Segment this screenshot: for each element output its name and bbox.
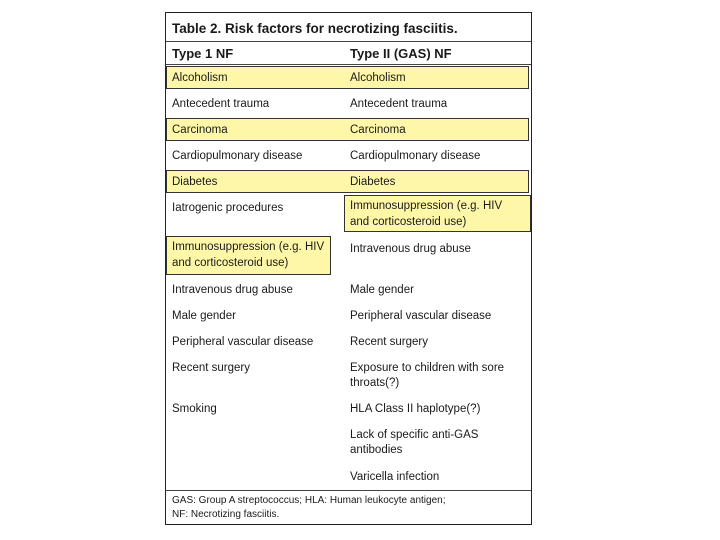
type1-antecedent-trauma: Antecedent trauma bbox=[172, 98, 270, 110]
type1-male-gender: Male gender bbox=[172, 310, 236, 322]
type2-diabetes: Diabetes bbox=[350, 176, 396, 188]
type1-immunosuppression-line2: and corticosteroid use) bbox=[172, 257, 289, 269]
type1-peripheral-vascular-disease: Peripheral vascular disease bbox=[172, 336, 314, 348]
type2-peripheral-vascular-disease: Peripheral vascular disease bbox=[350, 310, 492, 322]
highlight-row-diabetes bbox=[166, 170, 529, 193]
type2-antecedent-trauma: Antecedent trauma bbox=[350, 98, 448, 110]
column-header-type2: Type II (GAS) NF bbox=[350, 46, 452, 61]
type2-cardiopulmonary-disease: Cardiopulmonary disease bbox=[350, 150, 481, 162]
type1-smoking: Smoking bbox=[172, 403, 217, 415]
type2-immunosuppression-line1: Immunosuppression (e.g. HIV bbox=[350, 200, 503, 212]
footnote-line2: NF: Necrotizing fasciitis. bbox=[172, 509, 280, 520]
type1-carcinoma: Carcinoma bbox=[172, 124, 228, 136]
type1-iatrogenic-procedures: Iatrogenic procedures bbox=[172, 202, 284, 214]
type1-intravenous-drug-abuse: Intravenous drug abuse bbox=[172, 284, 293, 296]
type2-male-gender: Male gender bbox=[350, 284, 414, 296]
column-header-type1: Type 1 NF bbox=[172, 46, 234, 61]
type2-immunosuppression-line2: and corticosteroid use) bbox=[350, 216, 467, 228]
table-title: Table 2. Risk factors for necrotizing fasciitis. bbox=[172, 21, 458, 36]
type2-lack-anti-gas-line2: antibodies bbox=[350, 444, 403, 456]
type2-exposure-line1: Exposure to children with sore bbox=[350, 362, 505, 374]
type2-intravenous-drug-abuse: Intravenous drug abuse bbox=[350, 243, 471, 255]
type1-immunosuppression-line1: Immunosuppression (e.g. HIV bbox=[172, 241, 325, 253]
type2-alcoholism: Alcoholism bbox=[350, 72, 406, 84]
type1-diabetes: Diabetes bbox=[172, 176, 218, 188]
footnote-divider bbox=[166, 490, 531, 491]
type2-exposure-line2: throats(?) bbox=[350, 377, 400, 389]
header-divider bbox=[166, 64, 531, 65]
type2-carcinoma: Carcinoma bbox=[350, 124, 406, 136]
title-divider bbox=[166, 41, 531, 42]
type1-alcoholism: Alcoholism bbox=[172, 72, 228, 84]
type2-recent-surgery: Recent surgery bbox=[350, 336, 428, 348]
footnote-line1: GAS: Group A streptococcus; HLA: Human leukocyte antigen; bbox=[172, 495, 446, 506]
type2-hla-class-ii-haplotype: HLA Class II haplotype(?) bbox=[350, 403, 481, 415]
type1-cardiopulmonary-disease: Cardiopulmonary disease bbox=[172, 150, 303, 162]
type2-varicella-infection: Varicella infection bbox=[350, 471, 440, 483]
type1-recent-surgery: Recent surgery bbox=[172, 362, 250, 374]
type2-lack-anti-gas-line1: Lack of specific anti-GAS bbox=[350, 429, 479, 441]
